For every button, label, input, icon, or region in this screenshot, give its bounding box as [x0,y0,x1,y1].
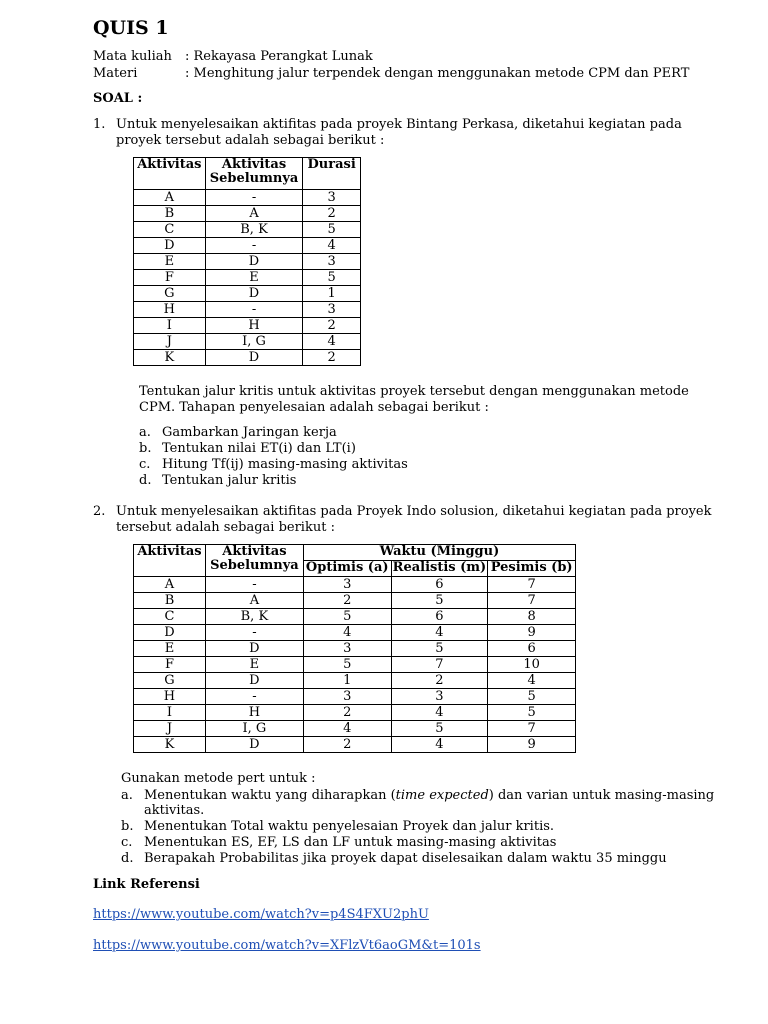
pert-activity-table [133,544,576,753]
table-cell: A [134,190,206,206]
references-heading: Link Referensi [93,877,200,892]
table-row [134,190,361,206]
table-cell: 3 [303,254,361,270]
header-time-weeks: Waktu (Minggu) [303,545,575,561]
table-cell: B, K [205,222,303,238]
table-row [134,625,576,641]
table-row [134,254,361,270]
q1-task-c-letter: c. [139,457,151,472]
q1-task-d-letter: d. [139,473,152,488]
q1-instruction-line1: Tentukan jalur kritis untuk aktivitas proyek tersebut dengan menggunakan metode [139,384,689,399]
table-cell: 3 [303,689,391,705]
table-row [134,577,576,593]
table-cell: 5 [303,609,391,625]
soal-label: SOAL : [93,91,143,106]
table-cell: 2 [303,350,361,366]
table-cell: 2 [391,673,488,689]
table-cell: 7 [488,593,576,609]
q1-task-b: Tentukan nilai ET(i) dan LT(i) [162,441,356,456]
q1-task-a-letter: a. [139,425,151,440]
table-cell: 4 [488,673,576,689]
table-cell: 5 [488,689,576,705]
q2-task-a-italic: time expected [395,788,489,803]
q2-task-a-letter: a. [121,788,133,803]
page-title: QUIS 1 [93,17,169,39]
cpm-activity-table [133,157,361,366]
table-cell: D [205,737,303,753]
table-row [134,286,361,302]
table-cell: G [134,286,206,302]
table-row [134,609,576,625]
table-row [134,705,576,721]
table-cell: 2 [303,593,391,609]
header-duration: Durasi [303,158,361,190]
table-cell: J [134,721,206,737]
q2-task-c: Menentukan ES, EF, LS dan LF untuk masing-masing aktivitas [144,835,557,850]
table-cell: 3 [303,641,391,657]
table-cell: - [205,190,303,206]
table-cell: 5 [391,593,488,609]
table-cell: D [205,350,303,366]
q2-number: 2. [93,504,106,519]
table-cell: 8 [488,609,576,625]
table-cell: - [205,689,303,705]
table-cell: K [134,737,206,753]
header-activity: Aktivitas [134,158,206,190]
table-row [134,302,361,318]
table-cell: 9 [488,625,576,641]
table-row [134,721,576,737]
q1-task-d: Tentukan jalur kritis [162,473,297,488]
table-row [134,270,361,286]
table-cell: H [134,302,206,318]
q2-intro-line2: tersebut adalah sebagai berikut : [116,520,335,535]
table-cell: D [205,254,303,270]
table-cell: A [134,577,206,593]
table-cell: K [134,350,206,366]
table-cell: E [205,270,303,286]
q2-intro-line1: Untuk menyelesaikan aktifitas pada Proyek Indo solusion, diketahui kegiatan pada proyek [116,504,712,519]
table-row [134,334,361,350]
table-cell: E [205,657,303,673]
table-row [134,737,576,753]
table-row [134,673,576,689]
table-cell: 3 [303,577,391,593]
header-activity: Aktivitas [134,545,206,577]
table-cell: 4 [391,737,488,753]
table-cell: D [205,286,303,302]
table-row [134,206,361,222]
table-cell: A [205,206,303,222]
table-cell: 7 [391,657,488,673]
topic-label: Materi [93,66,138,81]
table-cell: I, G [205,721,303,737]
table-row [134,238,361,254]
table-cell: D [134,625,206,641]
table-cell: 1 [303,673,391,689]
table-cell: 3 [303,302,361,318]
table-cell: D [205,673,303,689]
table-row [134,689,576,705]
table-cell: - [205,302,303,318]
q2-task-d: Berapakah Probabilitas jika proyek dapat diselesaikan dalam waktu 35 minggu [144,851,667,866]
q2-task-a [144,788,714,804]
reference-link-2[interactable]: https://www.youtube.com/watch?v=XFlzVt6aoGM&t=101s [93,938,481,953]
table-cell: B [134,593,206,609]
q1-number: 1. [93,117,106,132]
table-cell: I [134,705,206,721]
table-cell: I, G [205,334,303,350]
table-cell: 2 [303,206,361,222]
q2-task-b-letter: b. [121,819,134,834]
table-cell: 9 [488,737,576,753]
table-cell: 4 [303,238,361,254]
table-cell: 6 [391,577,488,593]
table-cell: C [134,609,206,625]
q2-task-b: Menentukan Total waktu penyelesaian Proyek dan jalur kritis. [144,819,555,834]
table-row [134,222,361,238]
table-cell: H [205,705,303,721]
table-cell: B, K [205,609,303,625]
table-cell: 4 [303,625,391,641]
table-cell: H [134,689,206,705]
table-cell: 1 [303,286,361,302]
table-cell: I [134,318,206,334]
table-cell: 3 [391,689,488,705]
table-cell: 5 [391,641,488,657]
q2-task-d-letter: d. [121,851,134,866]
q1-task-c: Hitung Tf(ij) masing-masing aktivitas [162,457,408,472]
q1-task-b-letter: b. [139,441,152,456]
table-cell: 10 [488,657,576,673]
header-optimistic: Optimis (a) [303,561,391,577]
table-cell: D [205,641,303,657]
q1-intro-line1: Untuk menyelesaikan aktifitas pada proyek Bintang Perkasa, diketahui kegiatan pada [116,117,682,132]
course-label: Mata kuliah [93,49,172,64]
table-cell: A [205,593,303,609]
reference-link-1[interactable]: https://www.youtube.com/watch?v=p4S4FXU2phU [93,907,429,922]
table-cell: 6 [391,609,488,625]
table-cell: F [134,270,206,286]
table-row [134,657,576,673]
table-cell: 5 [303,270,361,286]
table-row [134,641,576,657]
table-cell: 5 [391,721,488,737]
table-cell: 5 [488,705,576,721]
q1-instruction-line2: CPM. Tahapan penyelesaian adalah sebagai berikut : [139,400,489,415]
table-cell: 6 [488,641,576,657]
q2-task-a-post: ) dan varian untuk masing-masing [488,788,715,803]
table-cell: F [134,657,206,673]
table-cell: - [205,238,303,254]
table-row [134,593,576,609]
table-cell: B [134,206,206,222]
table-row [134,318,361,334]
table-cell: - [205,577,303,593]
table-cell: 4 [303,721,391,737]
table-cell: 7 [488,721,576,737]
table-cell: 5 [303,657,391,673]
header-pessimistic: Pesimis (b) [488,561,576,577]
table-cell: E [134,254,206,270]
table-cell: 4 [391,625,488,641]
table-cell: 2 [303,737,391,753]
header-previous-activity: Aktivitas Sebelumnya [205,545,303,577]
table-cell: D [134,238,206,254]
header-previous-activity: Aktivitas Sebelumnya [205,158,303,190]
header-realistic: Realistis (m) [392,560,487,575]
table-cell: 7 [488,577,576,593]
table-cell: C [134,222,206,238]
table-cell: J [134,334,206,350]
table-cell: 4 [391,705,488,721]
q2-task-a-pre: Menentukan waktu yang diharapkan ( [144,788,396,803]
q2-instruction: Gunakan metode pert untuk : [121,771,316,786]
q2-task-c-letter: c. [121,835,133,850]
table-cell: 3 [303,190,361,206]
q2-task-a-line2: aktivitas. [144,803,205,818]
course-value: : Rekayasa Perangkat Lunak [185,49,373,64]
table-cell: 2 [303,705,391,721]
table-row [134,350,361,366]
table-cell: - [205,625,303,641]
table-cell: 2 [303,318,361,334]
table-cell: H [205,318,303,334]
table-cell: G [134,673,206,689]
q1-intro-line2: proyek tersebut adalah sebagai berikut : [116,133,385,148]
table-cell: E [134,641,206,657]
table-cell: 5 [303,222,361,238]
table-cell: 4 [303,334,361,350]
q1-task-a: Gambarkan Jaringan kerja [162,425,337,440]
topic-value: : Menghitung jalur terpendek dengan menggunakan metode CPM dan PERT [185,66,690,81]
